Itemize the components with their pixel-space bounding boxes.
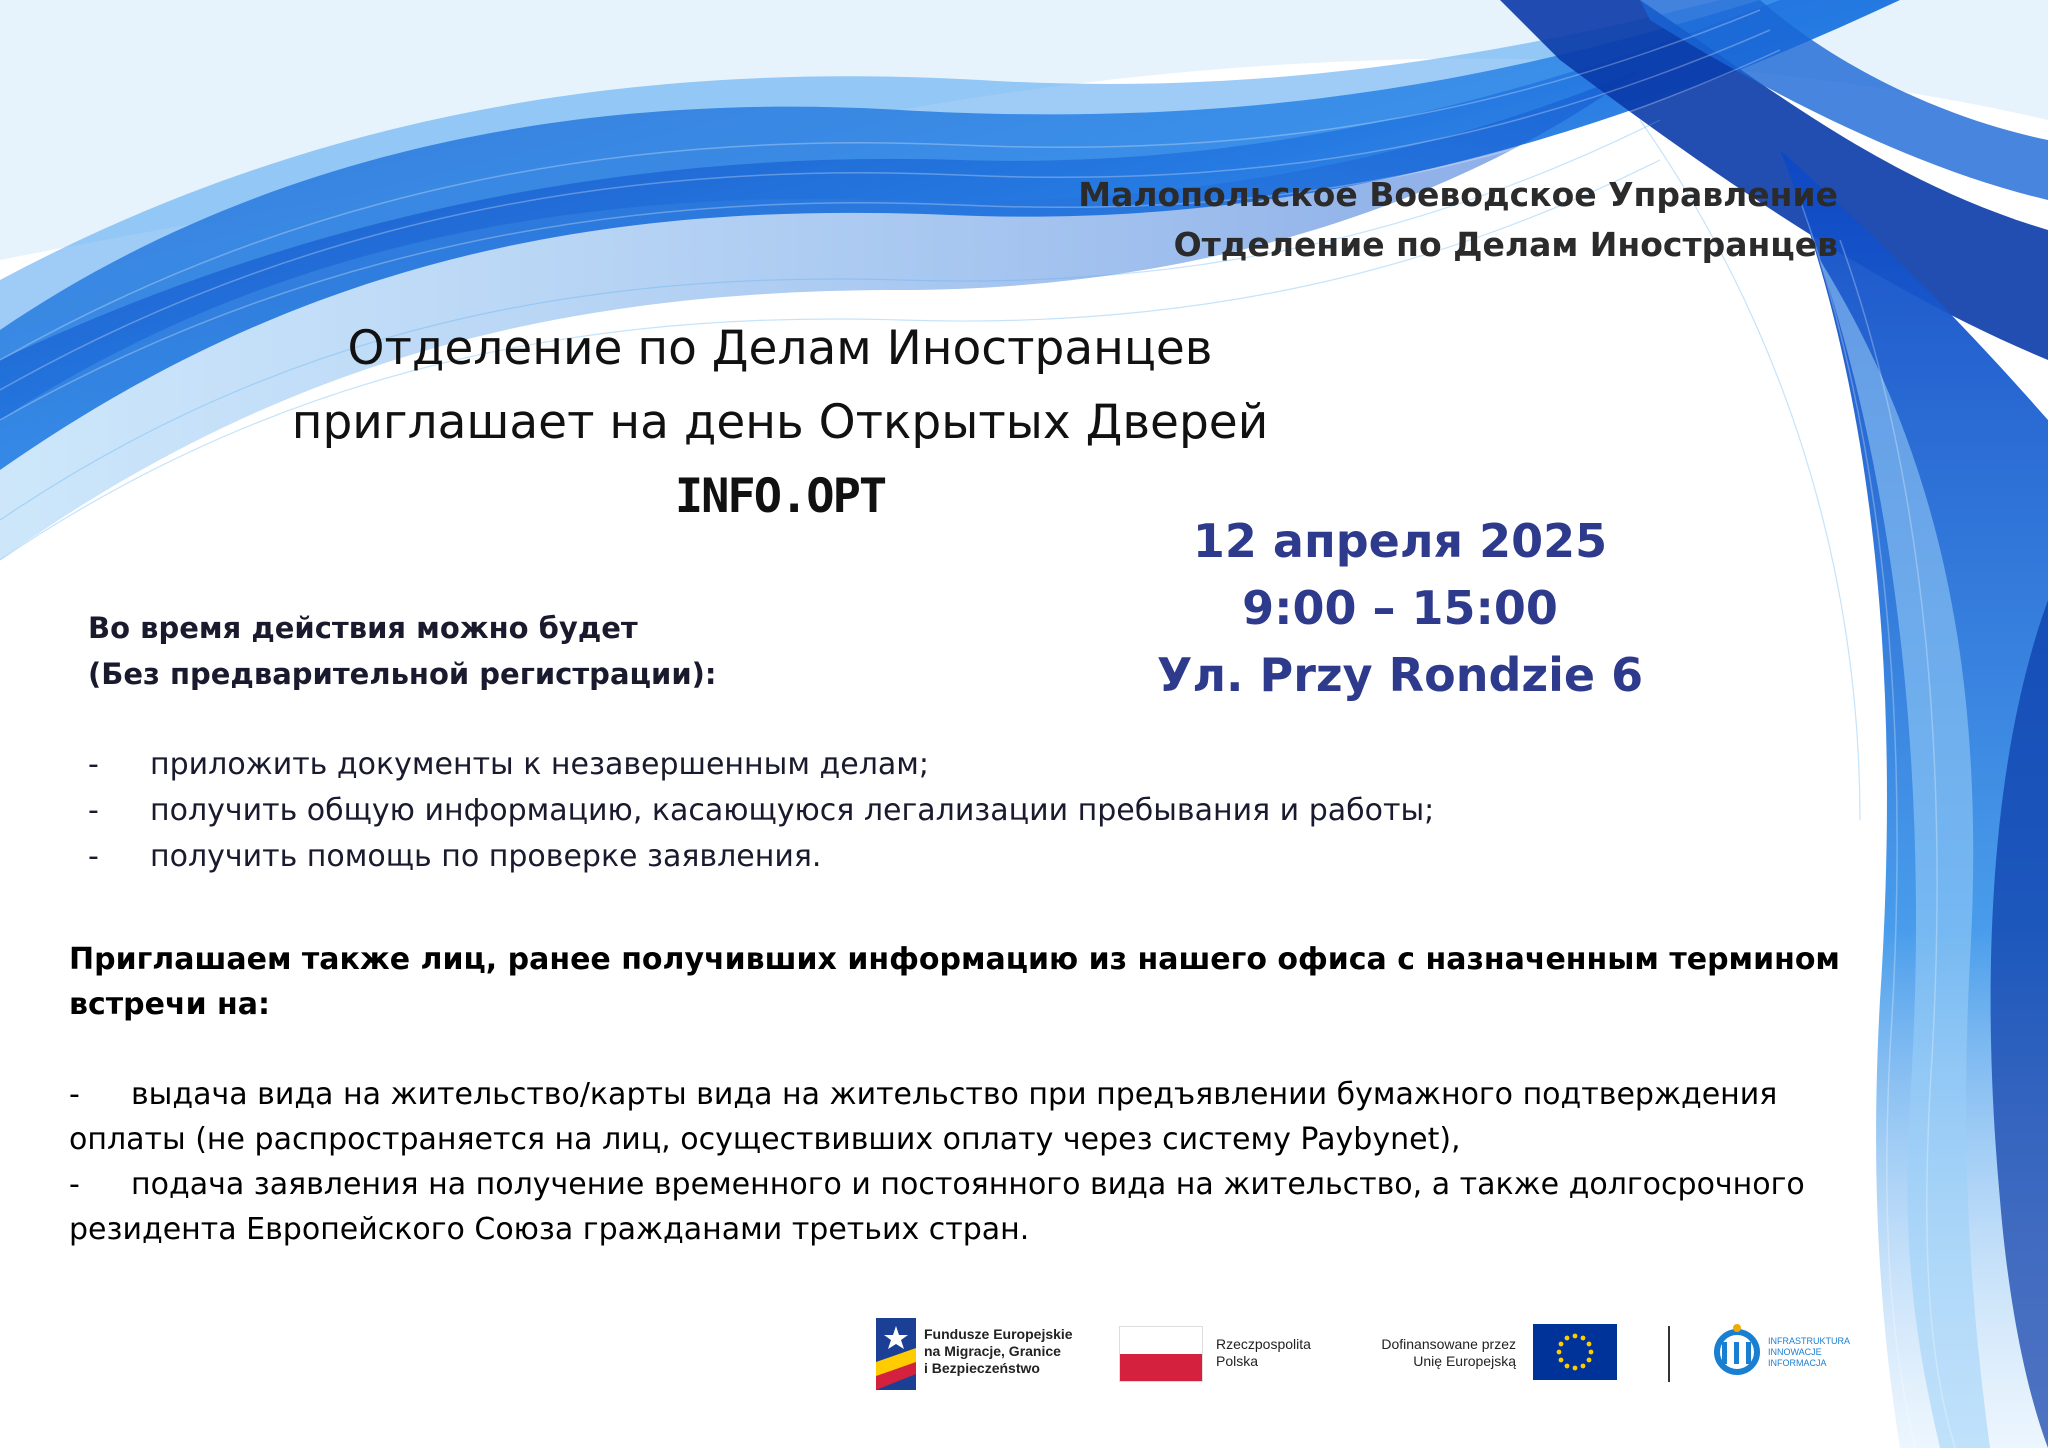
eu-line1: Dofinansowane przez [1381,1336,1516,1352]
list-marker: - [88,839,99,874]
eu-line2: Unię Europejską [1413,1353,1516,1369]
brand-name: INFO.OPT [674,469,886,524]
poland-line2: Polska [1216,1353,1259,1369]
logo-divider [1668,1326,1670,1382]
poland-logo-text [1216,1336,1311,1370]
event-time: 9:00 – 15:00 [1242,581,1558,635]
list-item [88,788,1588,834]
list-item [69,1162,1869,1207]
list-item-text: получить помощь по проверке заявления. [150,839,822,874]
headline-line1: Отделение по Делам Иностранцев [347,321,1213,376]
organization-line1: Малопольское Воеводское Управление [1078,175,1838,214]
intro-line1: Во время действия можно будет [88,611,638,645]
list-item [69,1072,1869,1117]
list-marker: - [88,793,99,828]
poland-line1: Rzeczpospolita [1216,1336,1311,1352]
list-item-continuation: оплаты (не распространяется на лиц, осуществивших оплату через систему Paybynet), [69,1122,1461,1157]
headline [200,312,1360,534]
services-list [88,742,1588,880]
list-item-line1: выдача вида на жительство/карты вида на жительство при предъявлении бумажного подтверждения [131,1077,1778,1112]
invitation-line1: Приглашаем также лиц, ранее получивших информацию из нашего офиса с назначенным термином [69,942,1840,977]
iii-line2: INNOWACJE [1768,1347,1822,1357]
organization-line2: Отделение по Делам Иностранцев [1173,225,1838,264]
event-address: Ул. Przy Rondzie 6 [1156,648,1644,702]
funds-logo-text [924,1326,1073,1377]
eu-flag-icon [1533,1324,1617,1380]
list-marker: - [88,747,99,782]
list-marker: - [69,1077,80,1112]
list-item-continuation: резидента Европейского Союза гражданами третьих стран. [69,1212,1030,1247]
list-item-text: получить общую информацию, касающуюся легализации пребывания и работы; [150,793,1435,828]
polish-flag-icon [1119,1326,1203,1382]
event-date: 12 апреля 2025 [1192,514,1608,568]
iii-line1: INFRASTRUKTURA [1768,1336,1851,1346]
logo-strip [860,1300,1880,1440]
headline-line2-text: приглашает на день Открытых Дверей [291,395,1269,450]
iii-line3: INFORMACJA [1768,1358,1827,1368]
invitation-line2: встречи на: [69,987,271,1022]
list-item-line1: подача заявления на получение временного и постоянного вида на жительство, а также долгосрочного [131,1167,1805,1202]
appointment-list [69,1072,1869,1252]
intro-text [88,605,717,697]
invitation-text [69,937,1869,1027]
funds-line3: i Bezpieczeństwo [924,1360,1040,1376]
iii-logo-icon [1712,1320,1762,1380]
organization-header [1078,170,1838,270]
list-item [88,834,1588,880]
list-item [88,742,1588,788]
iii-logo-text [1768,1336,1850,1369]
funds-line1: Fundusze Europejskie [924,1326,1073,1342]
event-details [1130,508,1670,709]
intro-line2: (Без предварительной регистрации): [88,657,717,691]
fundusze-europejskie-logo-icon [876,1318,916,1390]
list-item-text: приложить документы к незавершенным делам; [150,747,930,782]
eu-logo-text [1361,1336,1516,1370]
funds-line2: na Migracje, Granice [924,1343,1061,1359]
list-marker: - [69,1167,80,1202]
